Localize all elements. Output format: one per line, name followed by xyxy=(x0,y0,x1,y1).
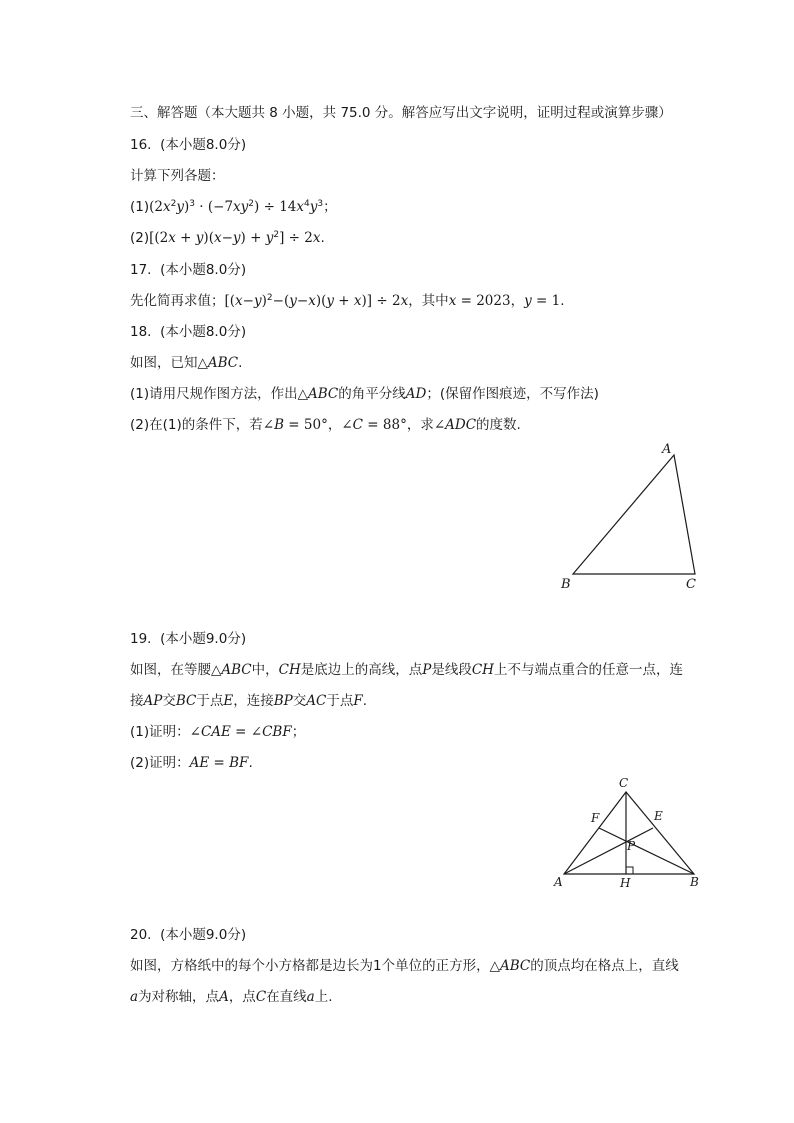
q19-segment-bf xyxy=(599,828,694,874)
q17-x-value: 2023 xyxy=(476,293,511,309)
q19-line2-b: 交 xyxy=(162,693,176,709)
q18-intro: 如图，已知△ABC. xyxy=(130,355,243,371)
q19-line2-g: . xyxy=(362,693,367,709)
q19-label-c: C xyxy=(619,776,629,790)
q20-line1-a: 如图，方格纸中的每个小方格都是边长为1个单位的正方形， xyxy=(130,958,490,974)
q18-triangle-figure xyxy=(555,438,715,598)
q19-label-h: H xyxy=(620,876,631,890)
q18-part2: (2)在(1)的条件下，若∠B = 50°，∠C = 88°，求∠ADC的度数. xyxy=(130,417,521,433)
q18-part1-label: (1) xyxy=(130,386,150,402)
q17-score: (本小题8.0分) xyxy=(160,262,247,278)
q20-line2-c: 在直线 xyxy=(266,989,307,1005)
q16-score: (本小题8.0分) xyxy=(160,137,247,153)
q20-line2: a为对称轴，点A，点C在直线a上. xyxy=(130,989,333,1005)
q19-line1-b: 中， xyxy=(251,662,279,678)
q16-number: 16. xyxy=(130,137,152,153)
q19-line2-c: 于点 xyxy=(196,693,224,709)
q19-label-b: B xyxy=(690,875,699,889)
q17-body: 先化简再求值；$[(x-y)^2-(y-x)(y + x)] \div 2x$，其中x = 2023，y = 1. xyxy=(130,293,565,309)
q19-line1-c: 是底边上的高线，点 xyxy=(300,662,423,678)
q19-line1-e: 上不与端点重合的任意一点，连 xyxy=(493,662,683,678)
q18-angle-b: 50° xyxy=(303,417,328,433)
q18-part2-label: (2) xyxy=(130,417,150,433)
q19-heading xyxy=(130,630,246,648)
q17-prompt: 先化简再求值； xyxy=(130,293,225,309)
q18-part2-text-b: ，求 xyxy=(406,417,434,433)
q18-part2-text-a: 在(1)的条件下，若 xyxy=(149,417,263,433)
q17-number: 17. xyxy=(130,262,152,278)
q19-label-a: A xyxy=(554,875,563,889)
q18-label-a: A xyxy=(662,442,672,457)
q20-heading xyxy=(130,926,246,944)
q18-angle-c: 88° xyxy=(382,417,407,433)
q20-number: 20. xyxy=(130,927,152,943)
q19-triangle-abc xyxy=(564,792,694,874)
q20-line2-d: 上. xyxy=(314,989,333,1005)
q17-where: ，其中 xyxy=(408,293,449,309)
q16-part2: $(2)[(2x + y)(x-y) + y^2] \div 2x$. xyxy=(130,230,325,246)
q19-line1-d: 是线段 xyxy=(431,662,472,678)
q19-segment-ae xyxy=(564,828,653,874)
q19-part1-text: 证明： xyxy=(149,724,190,740)
q19-label-e: E xyxy=(654,809,663,823)
q18-part1-text-a: 请用尺规作图方法，作出 xyxy=(149,386,298,402)
q17-y-value: 1 xyxy=(551,293,561,309)
q19-part2-text: 证明： xyxy=(149,755,190,771)
q20-line2-b: ，点 xyxy=(228,989,256,1005)
q19-label-f: F xyxy=(591,811,600,825)
q16-part1: $(1)(2x^2y)^3 \cdot (-7xy^2) \div 14x^4y^3$； xyxy=(130,199,337,215)
q18-part2-text-c: 的度数. xyxy=(476,417,521,433)
q19-part1-label: (1) xyxy=(130,724,150,740)
q16-heading xyxy=(130,136,246,154)
section-header: 三、解答题（本大题共 8 小题，共 75.0 分。解答应写出文字说明，证明过程或演算步骤） xyxy=(130,105,672,121)
q19-line2-d: ，连接 xyxy=(233,693,274,709)
q18-number: 18. xyxy=(130,324,152,340)
q18-intro-text: 如图，已知 xyxy=(130,355,198,371)
q19-line2-a: 接 xyxy=(130,693,144,709)
q18-part1-text-b: 的角平分线 xyxy=(338,386,406,402)
q18-heading xyxy=(130,323,246,341)
q19-number: 19. xyxy=(130,631,152,647)
q19-line1-a: 如图，在等腰 xyxy=(130,662,211,678)
q20-line2-a: 为对称轴，点 xyxy=(138,989,220,1005)
q19-part2-label: (2) xyxy=(130,755,150,771)
q16-part1-label: (1) xyxy=(130,199,150,215)
q19-line2-f: 于点 xyxy=(326,693,354,709)
q19-part1: (1)证明：∠CAE = ∠CBF； xyxy=(130,724,306,740)
q19-part2: (2)证明：AE = BF. xyxy=(130,755,253,771)
q17-heading xyxy=(130,261,246,279)
q18-triangle-abc xyxy=(573,455,695,574)
q18-part1: (1)请用尺规作图方法，作出△ABC的角平分线AD；(保留作图痕迹，不写作法) xyxy=(130,386,599,402)
q16-prompt: 计算下列各题： xyxy=(130,168,225,184)
q19-score: (本小题9.0分) xyxy=(160,631,247,647)
q20-line1: 如图，方格纸中的每个小方格都是边长为1个单位的正方形，△ABC的顶点均在格点上，直线 xyxy=(130,958,679,974)
q19-triangle-figure xyxy=(548,772,708,892)
q18-score: (本小题8.0分) xyxy=(160,324,247,340)
q19-line2-e: 交 xyxy=(292,693,307,709)
q18-part1-note: ；(保留作图痕迹，不写作法) xyxy=(426,386,599,402)
q20-score: (本小题9.0分) xyxy=(160,927,247,943)
q19-line2: 接AP交BC于点E，连接BP交AC于点F. xyxy=(130,693,367,709)
q18-label-c: C xyxy=(686,577,696,592)
q19-right-angle-mark xyxy=(626,867,633,874)
q19-label-p: P xyxy=(627,839,636,853)
q16-part2-label: (2) xyxy=(130,230,150,246)
q20-line1-b: 的顶点均在格点上，直线 xyxy=(530,958,679,974)
q19-line1: 如图，在等腰△ABC中，CH是底边上的高线，点P是线段CH上不与端点重合的任意一点，连 xyxy=(130,662,683,678)
q18-label-b: B xyxy=(561,577,571,592)
